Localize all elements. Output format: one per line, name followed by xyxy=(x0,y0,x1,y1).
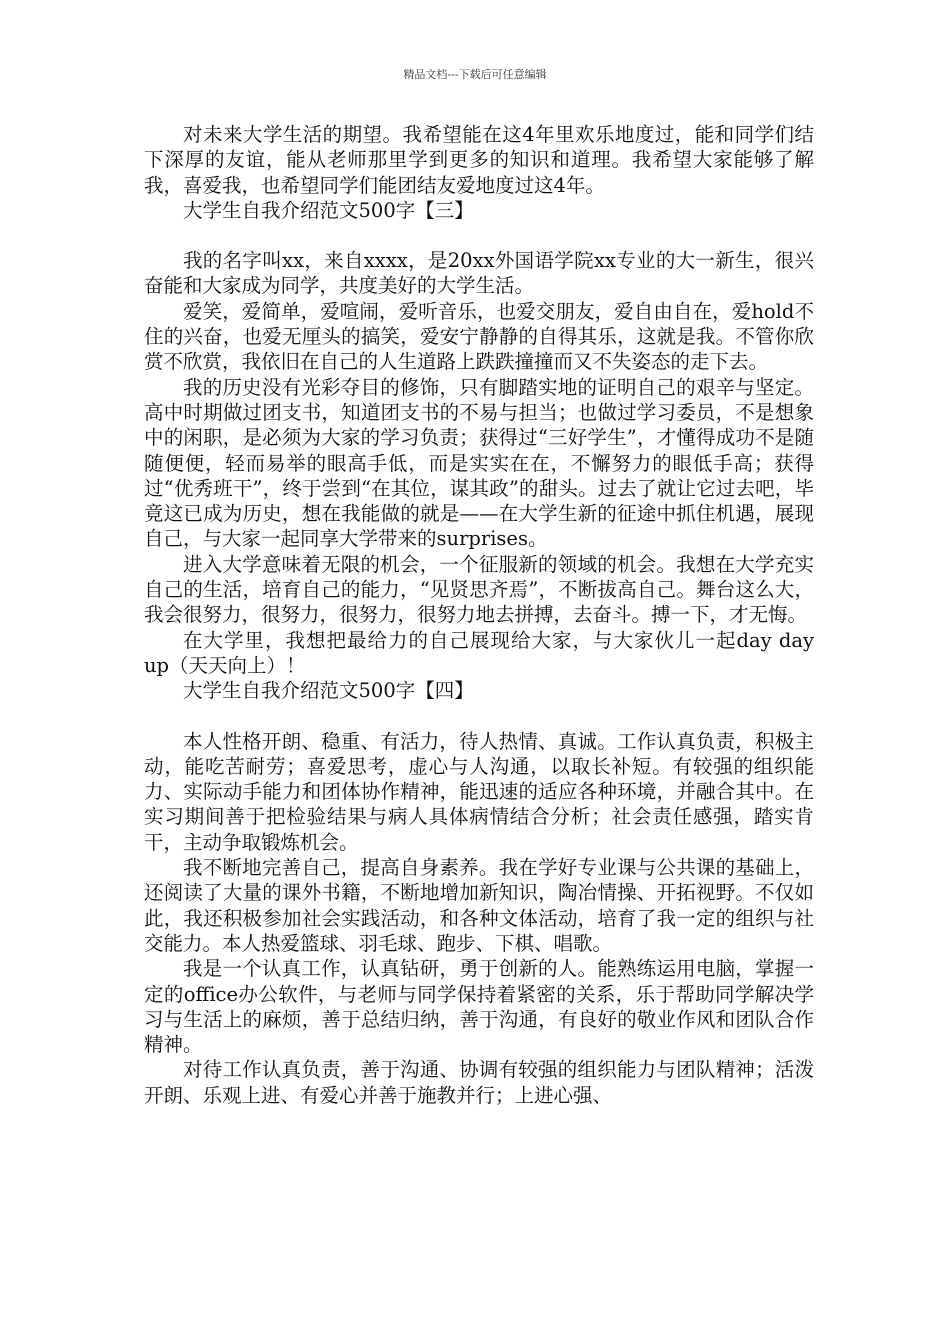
paragraph: 我的历史没有光彩夺目的修饰，只有脚踏实地的证明自己的艰辛与坚定。高中时期做过团支书，知道团支书的不易与担当；也做过学习委员，不是想象中的闲职，是必须为大家的学习负责；获得过“三好学生”，才懂得成功不是随随便便，轻而易举的眼高手低，而是实实在在，不懈努力的眼低手高；获得过“优秀班干”，终于尝到“在其位，谋其政”的甜头。过去了就让它过去吧，毕竟这已成为历史，想在我能做的就是——在大学生新的征途中抓住机遇，展现自己，与大家一起同享大学带来的surprises。 xyxy=(144,375,814,551)
document-body xyxy=(144,122,814,1108)
paragraph: 对未来大学生活的期望。我希望能在这4年里欢乐地度过，能和同学们结下深厚的友谊，能从老师那里学到更多的知识和道理。我希望大家能够了解我，喜爱我，也希望同学们能团结友爱地度过这4年。 xyxy=(144,123,814,197)
paragraph: 进入大学意味着无限的机会，一个征服新的领域的机会。我想在大学充实自己的生活，培育自己的能力，“见贤思齐焉”，不断拔高自己。舞台这么大，我会很努力，很努力，很努力，很努力地去拼搏，去奋斗。搏一下，才无悔。 xyxy=(144,552,814,627)
paragraph: 本人性格开朗、稳重、有活力，待人热情、真诚。工作认真负责，积极主动，能吃苦耐劳；喜爱思考，虚心与人沟通，以取长补短。有较强的组织能力、实际动手能力和团体协作精神，能迅速的适应各种环境，并融合其中。在实习期间善于把检验结果与病人具体病情结合分析；社会责任感强，踏实肯干，主动争取锻炼机会。 xyxy=(144,729,814,854)
paragraph: 我的名字叫xx，来自xxxx，是20xx外国语学院xx专业的大一新生，很兴奋能和大家成为同学，共度美好的大学生活。 xyxy=(144,249,814,298)
paragraph: 我是一个认真工作，认真钻研，勇于创新的人。能熟练运用电脑，掌握一定的office办公软件，与老师与同学保持着紧密的关系，乐于帮助同学解决学习与生活上的麻烦，善于总结归纳，善于沟通，有良好的敬业作风和团队合作精神。 xyxy=(144,957,814,1057)
page-header: 精品文档---下载后可任意编辑 xyxy=(403,68,547,81)
section-heading: 大学生自我介绍范文500字【四】 xyxy=(183,679,474,703)
paragraph: 对待工作认真负责，善于沟通、协调有较强的组织能力与团队精神；活泼开朗、乐观上进、有爱心并善于施教并行；上进心强、 xyxy=(144,1058,814,1107)
paragraph: 在大学里，我想把最给力的自己展现给大家，与大家伙儿一起day day up（天天向上）！ xyxy=(144,628,814,677)
paragraph: 我不断地完善自己，提高自身素养。我在学好专业课与公共课的基础上，还阅读了大量的课外书籍，不断地增加新知识，陶冶情操、开拓视野。不仅如此，我还积极参加社会实践活动，和各种文体活动，培育了我一定的组织与社交能力。本人热爱篮球、羽毛球、跑步、下棋、唱歌。 xyxy=(144,856,814,955)
paragraph: 爱笑，爱简单，爱喧闹，爱听音乐，也爱交朋友，爱自由自在，爱hold不住的兴奋，也爱无厘头的搞笑，爱安宁静静的自得其乐，这就是我。不管你欣赏不欣赏，我依旧在自己的人生道路上跌跌撞撞而又不失姿态的走下去。 xyxy=(144,299,814,374)
section-heading: 大学生自我介绍范文500字【三】 xyxy=(183,198,474,222)
